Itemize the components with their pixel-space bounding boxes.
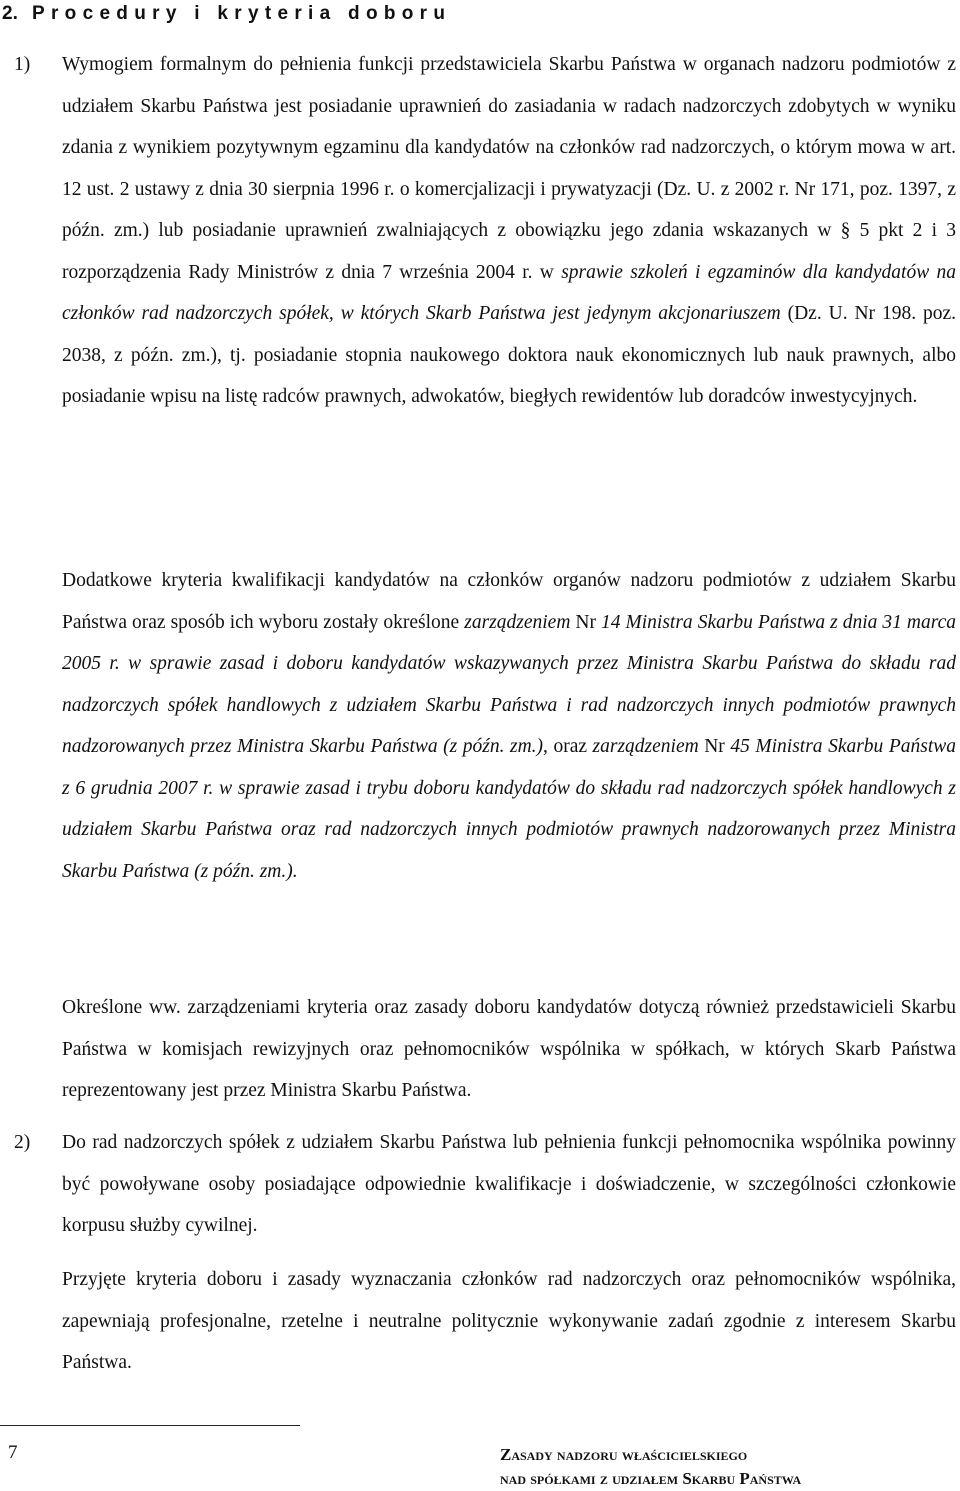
regulation-title: 14 Ministra Skarbu Państwa z dnia 31 marca 2005 r. w sprawie zasad i doboru kandydatów wskazywanych przez Ministra Skarbu Państwa do składu rad nadzorczych spółek handlowych z udziałem Skarbu Państwa i rad nadzorczych innych podmiotów prawnych nadzorowanych przez Ministra Skarbu Państwa (z późn. zm.) bbox=[62, 611, 957, 757]
paragraph-text: , oraz bbox=[543, 736, 593, 757]
paragraph-text: Wymogiem formalnym do pełnienia funkcji przedstawiciela Skarbu Państwa w organach nadzoru podmiotów z udziałem Skarbu Państwa jest posiadanie uprawnień do zasiadania w radach nadzorczych zdobytych w wyniku zdania z wynikiem pozytywnym egzaminu dla kandydatów na członków rad nadzorczych, o którym mowa w art. 12 ust. 2 ustawy z dnia 30 sierpnia 1996 r. o komercjalizacji i prywatyzacji (Dz. U. z 2002 r. Nr 171, poz. 1397, z późn. zm.) lub posiadanie uprawnień zwalniających z obowiązku jego zdania wskazanych w § 5 pkt 2 i 3 rozporządzenia Rady Ministrów z dnia 7 września 2004 r. w bbox=[62, 54, 956, 283]
regulation-title: sprawie szkoleń i egzaminów dla kandydatów na członków rad nadzorczych spółek, w których Skarb Państwa jest jedynym akcjonariuszem bbox=[62, 261, 957, 324]
section-number: 2. bbox=[2, 3, 18, 24]
footer-divider bbox=[0, 1425, 300, 1426]
section-heading bbox=[0, 0, 960, 28]
running-title bbox=[500, 1443, 920, 1491]
paragraph-criteria-scope: Określone ww. zarządzeniami kryteria oraz zasady doboru kandydatów dotyczą również przedstawicieli Skarbu Państwa w komisjach rewizyjnych oraz pełnomocników wspólnika w spółkach, w których Skarb Państwa reprezentowany jest przez Ministra Skarbu Państwa. bbox=[62, 997, 956, 1101]
paragraph-text: Nr bbox=[570, 611, 601, 633]
running-title-line-1: Zasady nadzoru właścicielskiego bbox=[500, 1445, 748, 1464]
paragraph-additional-criteria bbox=[62, 560, 956, 892]
paragraph-text: Dodatkowe kryteria kwalifikacji kandydatów na członków organów nadzoru podmiotów z udziałem Skarbu Państwa oraz sposób ich wyboru zostały określone bbox=[62, 570, 956, 633]
paragraph-text: Nr bbox=[698, 736, 731, 757]
regulation-term: zarządzeniem bbox=[464, 611, 571, 633]
paragraph-formal-requirement bbox=[62, 44, 956, 418]
section-title: Procedury i kryteria doboru bbox=[32, 3, 452, 24]
paragraph-text: (Dz. U. Nr 198. poz. 2038, z późn. zm.), tj. posiadanie stopnia naukowego doktora nauk ekonomicznych lub nauk prawnych, albo posiadanie wpisu na listę radców prawnych, adwokatów, biegłych rewidentów lub doradców inwestycyjnych. bbox=[62, 303, 956, 407]
regulation-term: zarządzeniem bbox=[592, 736, 699, 757]
running-title-line-2: nad spółkami z udziałem Skarbu Państwa bbox=[500, 1469, 802, 1488]
list-marker-1: 1) bbox=[14, 54, 31, 75]
list-marker-2: 2) bbox=[14, 1132, 31, 1153]
regulation-title: 45 Ministra Skarbu Państwa z 6 grudnia 2007 r. w sprawie zasad i trybu doboru kandydatów do składu rad nadzorczych spółek handlowych z udziałem Skarbu Państwa oraz rad nadzorczych innych podmiotów prawnych nadzorowanych przez Ministra Skarbu Państwa (z późn. zm.). bbox=[62, 736, 957, 882]
paragraph-accepted-criteria: Przyjęte kryteria doboru i zasady wyznaczania członków rad nadzorczych oraz pełnomocników wspólnika, zapewniają profesjonalne, rzetelne i neutralne politycznie wykonywanie zadań zgodnie z interesem Skarbu Państwa. bbox=[62, 1269, 956, 1373]
page-number: 7 bbox=[8, 1442, 18, 1463]
paragraph-appointment: Do rad nadzorczych spółek z udziałem Skarbu Państwa lub pełnienia funkcji pełnomocnika wspólnika powinny być powoływane osoby posiadające odpowiednie kwalifikacje i doświadczenie, w szczególności członkowie korpusu służby cywilnej. bbox=[62, 1132, 956, 1236]
